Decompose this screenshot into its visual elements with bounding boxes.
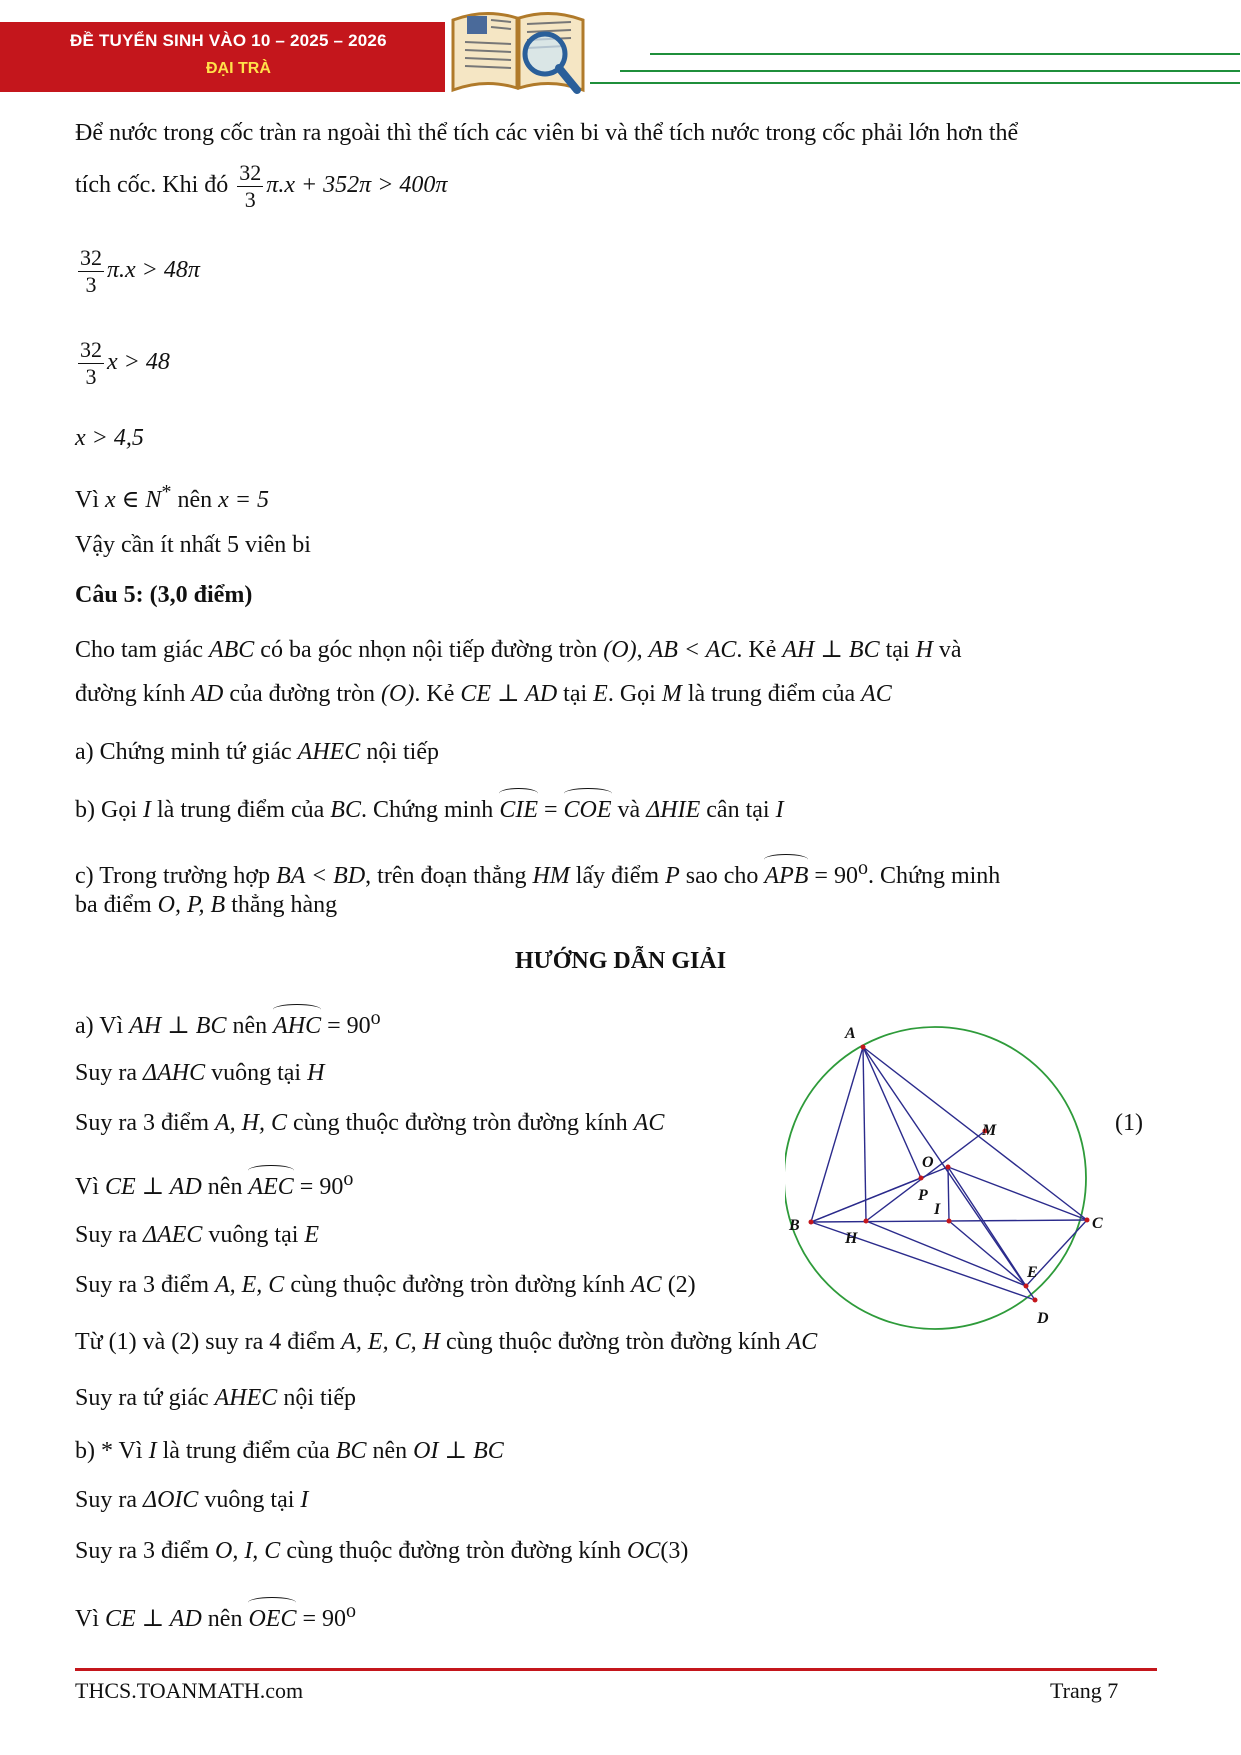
seg-ap (863, 1047, 921, 1178)
prev-ineq-2: $\frac{32}{3}$ π.x > 48π (80, 245, 200, 297)
prev-ineq-4: x > 4,5 (75, 425, 144, 451)
label-h: H (845, 1230, 858, 1247)
footer-page-number: Trang 7 (1050, 1678, 1119, 1703)
guide-line-4: Vì CE ⊥ AD nên AEC = $90^o$ (75, 1168, 354, 1200)
seg-oc (948, 1167, 1087, 1220)
footer-divider (75, 1668, 1157, 1671)
seg-ad (863, 1047, 1035, 1300)
guide-title: HƯỚNG DẪN GIẢI (514, 948, 727, 974)
guide-line-5: Suy ra ΔAEC vuông tại E (75, 1222, 320, 1248)
guide-line-12: Vì CE ⊥ AD nên OEC = $90^o$ (75, 1600, 356, 1632)
seg-oi (948, 1167, 949, 1221)
label-p: P (918, 1187, 928, 1204)
label-a: A (845, 1025, 856, 1042)
guide-line-1: a) Vì AH ⊥ BC nên AHC = $90^o$ (75, 1007, 381, 1039)
question-part-b: b) Gọi I là trung điểm của BC. Chứng minh CIE = COE và ΔHIE cân tại I (75, 797, 784, 823)
header-line-top (650, 53, 1240, 55)
guide-line-10: Suy ra ΔOIC vuông tại I (75, 1487, 309, 1513)
fraction: $\frac{32}{3}$ (80, 245, 102, 297)
label-d: D (1037, 1310, 1049, 1327)
circle-o (785, 1027, 1086, 1329)
seg-oe (948, 1167, 1026, 1286)
header-subtitle: ĐẠI TRÀ (206, 60, 271, 77)
prev-ineq-3: $\frac{32}{3}$ x > 48 (80, 337, 170, 389)
guide-line-8: Suy ra tứ giác AHEC nội tiếp (75, 1385, 356, 1411)
guide-line-11: Suy ra 3 điểm O, I, C cùng thuộc đường tròn đường kính OC(3) (75, 1538, 689, 1564)
header-title: ĐỀ TUYỂN SINH VÀO 10 – 2025 – 2026 (70, 31, 387, 50)
geometry-figure (785, 1010, 1105, 1347)
page-header (0, 0, 1241, 100)
guide-line-3: Suy ra 3 điểm A, H, C cùng thuộc đường tròn đường kính AC (75, 1110, 665, 1136)
seg-ab (811, 1047, 863, 1222)
header-band (0, 22, 445, 92)
question-part-c: c) Trong trường hợp BA < BD, trên đoạn thẳng HM lấy điểm P sao cho APB = $90^o$. Chứng minh (75, 857, 1001, 889)
book-magnifier-icon (445, 2, 595, 109)
seg-ah (863, 1047, 866, 1221)
header-line-bottom (620, 70, 1240, 72)
fraction: $\frac{32}{3}$ (239, 160, 262, 212)
seg-he (866, 1221, 1026, 1286)
label-b: B (789, 1217, 800, 1234)
seg-ac (863, 1047, 1087, 1220)
label-e: E (1027, 1264, 1038, 1281)
prev-vi-line: Vì x ∈ N* nên x = 5 (75, 481, 269, 513)
question-part-a: a) Chứng minh tứ giác AHEC nội tiếp (75, 739, 439, 765)
footer-site: THCS.TOANMATH.com (75, 1678, 304, 1703)
label-i: I (934, 1201, 941, 1218)
guide-line-2: Suy ra ΔAHC vuông tại H (75, 1060, 325, 1086)
label-m: M (982, 1122, 997, 1139)
question-line-1: Cho tam giác ABC có ba góc nhọn nội tiếp đường tròn (O), AB < AC. Kẻ AH ⊥ BC tại H và (75, 637, 962, 663)
label-o: O (922, 1154, 934, 1171)
label-c: C (1092, 1215, 1103, 1232)
fraction: $\frac{32}{3}$ (80, 337, 102, 389)
prev-line-2: tích cốc. Khi đó $\frac{32}{3}$ π.x + 352π > 400π (75, 160, 448, 212)
equation-number-1: (1) (1115, 1110, 1143, 1136)
guide-line-9: b) * Vì I là trung điểm của BC nên OI ⊥ BC (75, 1438, 504, 1464)
guide-line-7: Từ (1) và (2) suy ra 4 điểm A, E, C, H cùng thuộc đường tròn đường kính AC (75, 1329, 818, 1355)
guide-line-6: Suy ra 3 điểm A, E, C cùng thuộc đường tròn đường kính AC (2) (75, 1272, 696, 1298)
prev-line-1: Để nước trong cốc tràn ra ngoài thì thể tích các viên bi và thể tích nước trong cốc phải lớn hơn thể (75, 120, 1019, 146)
prev-conclusion: Vậy cần ít nhất 5 viên bi (75, 532, 311, 558)
question-heading: Câu 5: (3,0 điểm) (75, 582, 253, 608)
header-line-low (590, 82, 1240, 84)
question-line-2: đường kính AD của đường tròn (O). Kẻ CE ⊥ AD tại E. Gọi M là trung điểm của AC (75, 681, 892, 707)
question-part-c-2: ba điểm O, P, B thẳng hàng (75, 892, 338, 918)
